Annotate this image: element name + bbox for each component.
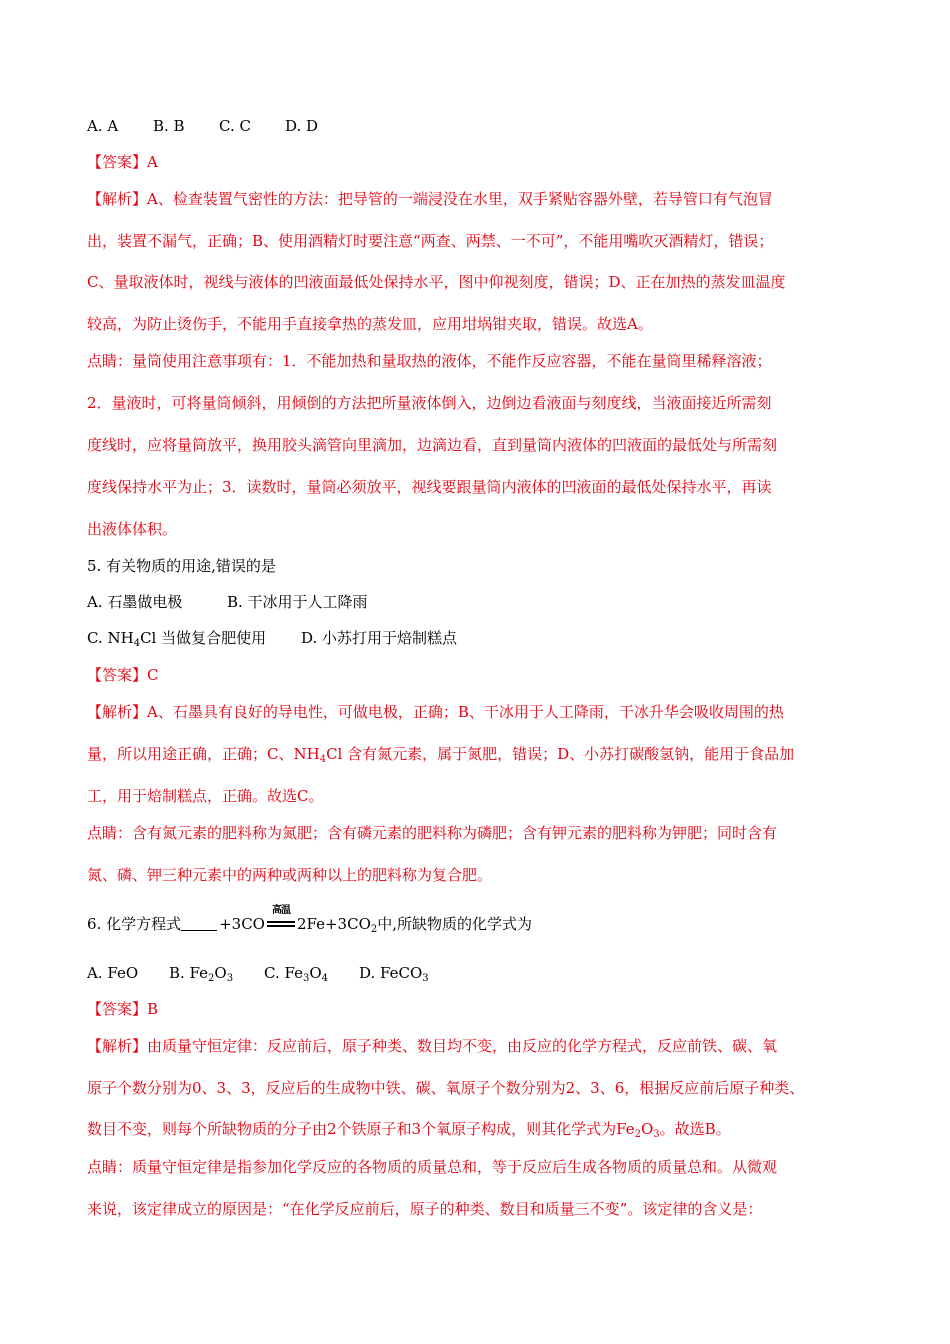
q4-options	[87, 116, 318, 136]
answer-blank	[181, 916, 217, 931]
q5-option-d: D. 小苏打用于焙制糕点	[301, 629, 458, 647]
q6-answer: 【答案】B	[87, 1000, 159, 1018]
q6-tip-line: 点睛：质量守恒定律是指参加化学反应的各物质的质量总和，等于反应后生成各物质的质量总和。从微观	[87, 1158, 778, 1176]
q5-tip-line: 点睛：含有氮元素的肥料称为氮肥；含有磷元素的肥料称为磷肥；含有钾元素的肥料称为钾肥；同时含有	[87, 824, 778, 842]
q4-tip-line: 点睛：量筒使用注意事项有：1．不能加热和量取热的液体，不能作反应容器，不能在量筒里稀释溶液；	[87, 352, 772, 370]
q4-option-a: A. A	[87, 117, 119, 135]
q4-analysis-line: C、量取液体时，视线与液体的凹液面最低处保持水平，图中仰视刻度，错误；D、正在加热的蒸发皿温度	[87, 273, 786, 291]
q6-option-c: C. $Fe_3O_4$	[264, 964, 329, 984]
q6-tip-line: 来说，该定律成立的原因是：“在化学反应前后，原子的种类、数目和质量三不变”。该定律的含义是：	[87, 1200, 763, 1218]
q4-analysis-line: 【解析】A、检查装置气密性的方法：把导管的一端浸没在水里，双手紧贴容器外壁，若导管口有气泡冒	[87, 190, 773, 208]
q6-option-d: D. FeCO$_3$	[359, 964, 429, 984]
q5-option-c: C. $NH_4Cl$ 当做复合肥使用	[87, 629, 267, 649]
q6-analysis-line: 原子个数分别为0、3、3，反应后的生成物中铁、碳、氧原子个数分别为2、3、6，根据反应前后原子种类、	[87, 1079, 805, 1097]
q6-analysis-line: 【解析】由质量守恒定律：反应前后，原子种类、数目均不变，由反应的化学方程式，反应前铁、碳、氧	[87, 1037, 778, 1055]
q6-option-b: B. $Fe_2O_3$	[169, 964, 234, 984]
q6-option-a: A. FeO	[87, 964, 139, 982]
q6-options	[87, 963, 429, 983]
q5-question: 5. 有关物质的用途,错误的是	[87, 557, 276, 575]
q6-question: 6. 化学方程式 +3CO 高温 $2Fe+3CO_2$中,所缺物质的化学式为	[87, 905, 533, 935]
q5-analysis-line: 【解析】A、石墨具有良好的导电性，可做电极，正确；B、干冰用于人工降雨，干冰升华会吸收周围的热	[87, 703, 784, 721]
q5-tip-line: 氮、磷、钾三种元素中的两种或两种以上的肥料称为复合肥。	[87, 866, 493, 884]
q5-analysis-line: 工，用于焙制糕点，正确。故选C。	[87, 787, 324, 805]
q4-tip-line: 度线保持水平为止；3．读数时，量筒必须放平，视线要跟量筒内液体的凹液面的最低处保持水平，再读	[87, 478, 772, 496]
q4-tip-line: 度线时，应将量筒放平，换用胶头滴管向里滴加，边滴边看，直到量筒内液体的凹液面的最低处与所需刻	[87, 436, 778, 454]
q4-option-b: B. B	[153, 117, 185, 135]
q5-analysis-line: 量，所以用途正确，正确；C、$NH_4Cl$ 含有氮元素，属于氮肥，错误；D、小苏打碳酸氢钠，能用于食品加	[87, 745, 795, 765]
q4-option-d: D. D	[285, 117, 319, 135]
q5-options-row-2	[87, 628, 457, 648]
q5-options-row-1	[87, 592, 368, 612]
q4-option-c: C. C	[219, 117, 251, 135]
q4-analysis-line: 出，装置不漏气，正确；B、使用酒精灯时要注意“两查、两禁、一不可”，不能用嘴吹灭酒精灯，错误；	[87, 232, 774, 250]
q4-tip-line: 2．量液时，可将量筒倾斜，用倾倒的方法把所量液体倒入，边倒边看液面与刻度线，当液面接近所需刻	[87, 394, 772, 412]
q5-option-b: B. 干冰用于人工降雨	[227, 593, 368, 611]
q6-analysis-line: 数目不变，则每个所缺物质的分子由2个铁原子和3个氧原子构成，则其化学式为$Fe_2O_3$。故选B。	[87, 1120, 731, 1140]
q4-analysis-line: 较高，为防止烫伤手，不能用手直接拿热的蒸发皿，应用坩埚钳夹取，错误。故选A。	[87, 315, 653, 333]
reaction-condition: 高温	[266, 915, 296, 929]
q5-option-a: A. 石墨做电极	[87, 593, 183, 611]
q4-tip-line: 出液体体积。	[87, 520, 178, 538]
q4-answer: 【答案】A	[87, 153, 158, 171]
q5-answer: 【答案】C	[87, 666, 159, 684]
